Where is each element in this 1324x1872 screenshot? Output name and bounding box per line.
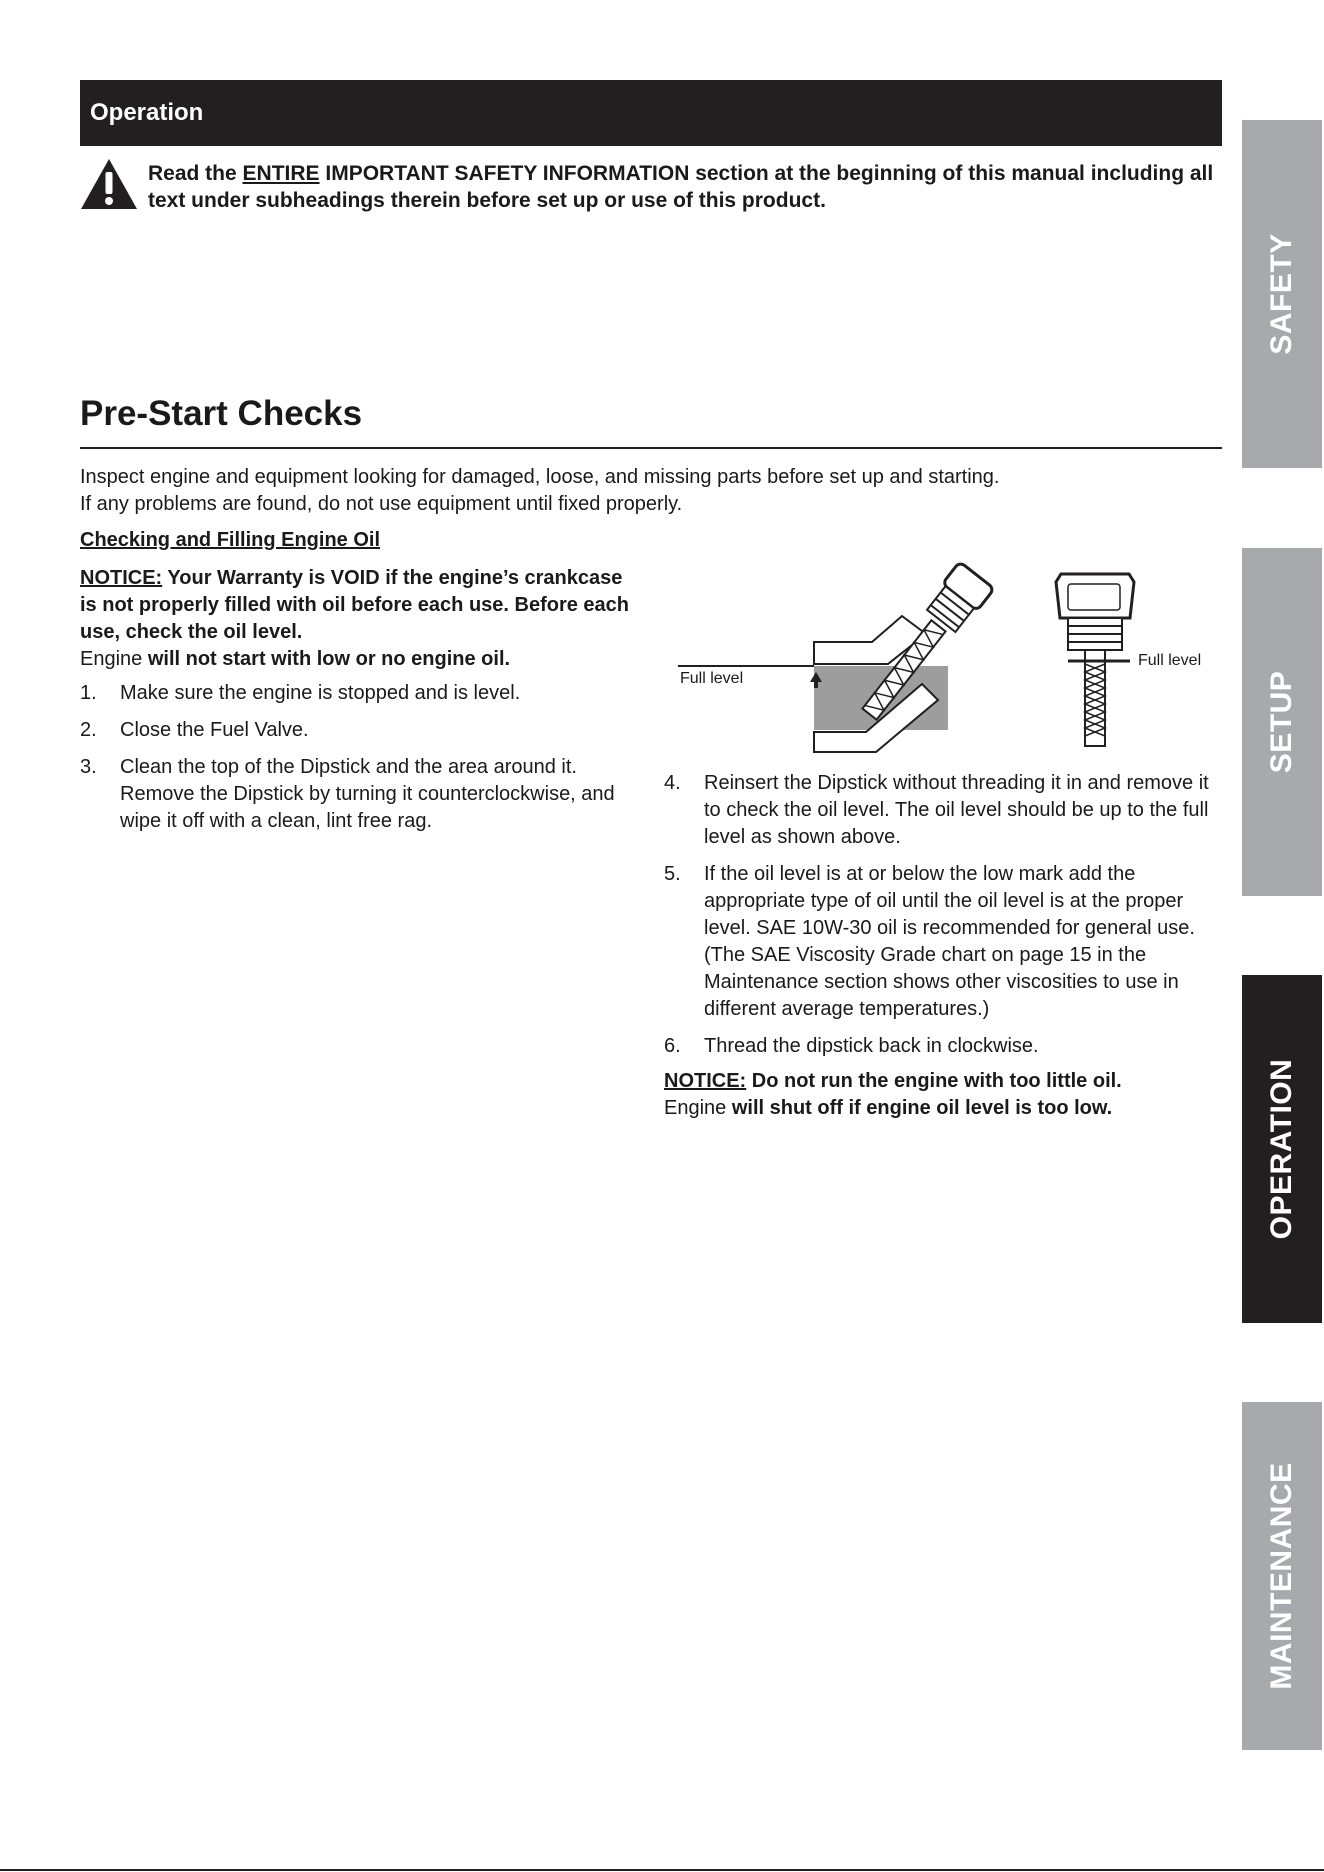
notice-label: NOTICE: (664, 1070, 747, 1092)
notice-body: Your Warranty is VOID if the engine’s crankcase is not properly filled with oil before each use. Before each use, check the oil level. (80, 567, 630, 643)
notice-body: Do not run the engine with too little oil. (746, 1070, 1122, 1092)
tab-safety[interactable] (1242, 120, 1322, 468)
step-text: Reinsert the Dipstick without threading it in and remove it to check the oil level. The oil level should be up to the full level as shown above. (704, 772, 1209, 848)
warning-triangle-icon (80, 158, 138, 210)
notice-tail: will not start with low or no engine oil. (147, 648, 511, 670)
step-item (664, 1033, 1224, 1060)
tab-label: SETUP (1265, 670, 1298, 774)
step-text: Clean the top of the Dipstick and the area around it. Remove the Dipstick by turning it counterclockwise, and wipe it off with a clean, lint free rag. (120, 756, 615, 832)
oil-subheading: Checking and Filling Engine Oil (80, 529, 381, 551)
tab-setup[interactable] (1242, 548, 1322, 896)
step-text: If the oil level is at or below the low mark add the appropriate type of oil until the oil level is at the proper level. SAE 10W-30 oil is recommended for general use. (The SAE Viscosity Grade chart on page 15 in the Maintenance section shows other viscosities to use in different average temperatures.) (704, 863, 1195, 1020)
tab-operation[interactable] (1242, 975, 1322, 1323)
tab-label: SAFETY (1265, 233, 1298, 355)
full-level-label-right: Full level (1138, 652, 1202, 669)
tab-maintenance[interactable] (1242, 1402, 1322, 1750)
warning-text-start: Read the (148, 162, 243, 185)
step-item (80, 717, 640, 744)
step-number: 3. (80, 756, 97, 778)
notice-label: NOTICE: (80, 567, 163, 589)
section-divider (80, 447, 1222, 449)
warning-text-emphasis: ENTIRE (242, 162, 320, 185)
step-item (664, 770, 1224, 851)
footer-rule (0, 1869, 1324, 1871)
step-number: 4. (664, 772, 681, 794)
step-text: Close the Fuel Valve. (120, 719, 309, 741)
step-number: 1. (80, 682, 97, 704)
notice-engine: Engine (664, 1097, 732, 1119)
step-number: 2. (80, 719, 97, 741)
step-number: 5. (664, 863, 681, 885)
safety-warning (80, 158, 1220, 218)
step-text: Thread the dipstick back in clockwise. (704, 1035, 1039, 1057)
step-item (80, 754, 640, 835)
dipstick-figure (676, 560, 1226, 760)
section-title: Pre-Start Checks (80, 394, 363, 433)
step-text: Make sure the engine is stopped and is level. (120, 682, 521, 704)
tab-label: MAINTENANCE (1265, 1462, 1298, 1690)
warning-text (148, 160, 1218, 214)
step-number: 6. (664, 1035, 681, 1057)
tab-label: OPERATION (1265, 1058, 1298, 1240)
intro-paragraph (80, 464, 1220, 518)
intro-line-2: If any problems are found, do not use equipment until fixed properly. (80, 493, 683, 515)
intro-line-1: Inspect engine and equipment looking for damaged, loose, and missing parts before set up and starting. (80, 466, 1000, 488)
notice-tail: will shut off if engine oil level is too low. (731, 1097, 1113, 1119)
full-level-label-left: Full level (680, 670, 744, 687)
step-item (664, 861, 1224, 1023)
page-title: Operation (90, 99, 204, 126)
step-item (80, 680, 640, 707)
notice-engine: Engine (80, 648, 148, 670)
warning-text-end: IMPORTANT SAFETY INFORMATION section at the beginning of this manual including all text under subheadings therein before set up or use of this product. (148, 162, 1214, 212)
steps-list-left (80, 680, 640, 845)
steps-list-right (664, 770, 1224, 1070)
operation-header-bar (80, 80, 1222, 146)
warranty-notice (80, 565, 640, 673)
low-oil-notice (664, 1068, 1224, 1122)
